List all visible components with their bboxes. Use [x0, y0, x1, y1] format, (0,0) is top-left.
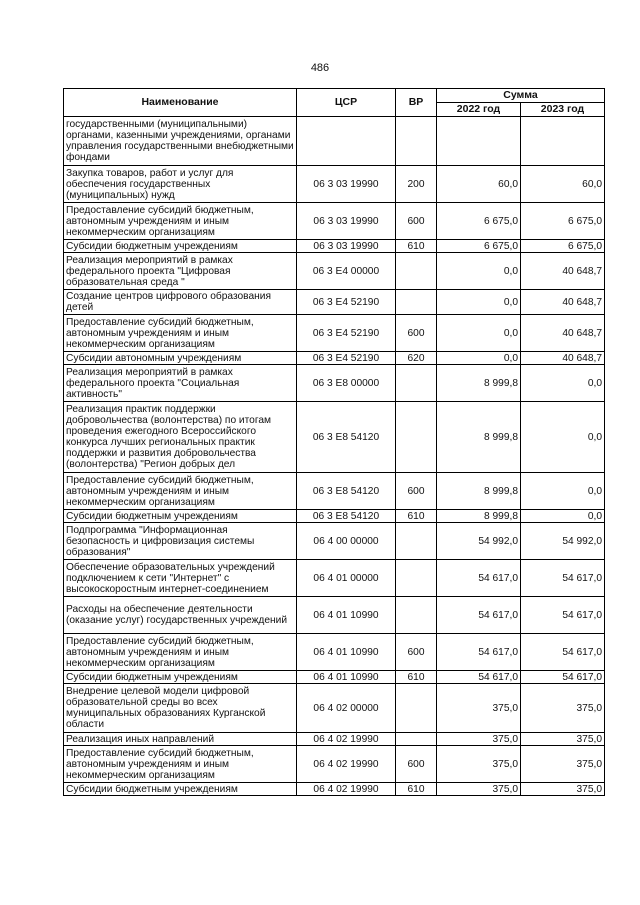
budget-table — [63, 88, 605, 796]
row-vr-cell — [396, 402, 437, 473]
row-vr-cell: 600 — [396, 315, 437, 352]
row-2022-cell: 0,0 — [437, 352, 521, 365]
row-2022-cell: 375,0 — [437, 746, 521, 783]
table-row — [64, 352, 605, 365]
table-row — [64, 290, 605, 315]
row-vr-cell: 620 — [396, 352, 437, 365]
row-csr-cell: 06 4 00 00000 — [297, 523, 396, 560]
table-row — [64, 365, 605, 402]
row-name-cell: Расходы на обеспечение деятельности (оказание услуг) государственных учреждений — [64, 597, 297, 634]
row-csr-cell: 06 3 03 19990 — [297, 203, 396, 240]
row-2022-cell: 60,0 — [437, 166, 521, 203]
row-vr-cell — [396, 684, 437, 733]
row-name-cell: государственными (муниципальными) органами, казенными учреждениями, органами управления государственными внебюджетными фондами — [64, 117, 297, 166]
row-2023-cell: 40 648,7 — [521, 315, 605, 352]
row-2022-cell: 0,0 — [437, 290, 521, 315]
row-csr-cell: 06 3 E4 00000 — [297, 253, 396, 290]
row-name-cell: Создание центров цифрового образования детей — [64, 290, 297, 315]
row-name-cell: Реализация практик поддержки добровольчества (волонтерства) по итогам проведения ежегодного Всероссийского конкурса лучших региональных практик поддержки и развития добровольчества (волонтерства) "Регион добрых дел — [64, 402, 297, 473]
header-vr: ВР — [396, 89, 437, 117]
row-2023-cell: 6 675,0 — [521, 240, 605, 253]
header-csr: ЦСР — [297, 89, 396, 117]
row-name-cell: Предоставление субсидий бюджетным, автономным учреждениям и иным некоммерческим организациям — [64, 315, 297, 352]
row-csr-cell: 06 3 E8 54120 — [297, 510, 396, 523]
table-row — [64, 560, 605, 597]
row-2022-cell: 375,0 — [437, 783, 521, 796]
row-name-cell: Субсидии автономным учреждениям — [64, 352, 297, 365]
row-name-cell: Предоставление субсидий бюджетным, автономным учреждениям и иным некоммерческим организациям — [64, 203, 297, 240]
row-csr-cell: 06 3 E8 54120 — [297, 402, 396, 473]
row-name-cell: Предоставление субсидий бюджетным, автономным учреждениям и иным некоммерческим организациям — [64, 473, 297, 510]
row-name-cell: Подпрограмма "Информационная безопасность и цифровизация системы образования" — [64, 523, 297, 560]
row-vr-cell: 600 — [396, 634, 437, 671]
row-2023-cell: 54 992,0 — [521, 523, 605, 560]
row-vr-cell — [396, 117, 437, 166]
row-2022-cell — [437, 117, 521, 166]
row-2023-cell: 375,0 — [521, 746, 605, 783]
row-csr-cell: 06 4 02 19990 — [297, 733, 396, 746]
row-2022-cell: 54 617,0 — [437, 671, 521, 684]
page-number: 486 — [310, 62, 330, 74]
row-csr-cell: 06 3 03 19990 — [297, 240, 396, 253]
row-vr-cell — [396, 560, 437, 597]
table-row — [64, 402, 605, 473]
table-row — [64, 203, 605, 240]
row-2022-cell: 8 999,8 — [437, 402, 521, 473]
row-2022-cell: 375,0 — [437, 684, 521, 733]
header-year-2023: 2023 год — [521, 103, 605, 117]
row-vr-cell — [396, 523, 437, 560]
row-2023-cell: 40 648,7 — [521, 253, 605, 290]
row-2023-cell: 375,0 — [521, 684, 605, 733]
row-name-cell: Реализация мероприятий в рамках федерального проекта "Социальная активность" — [64, 365, 297, 402]
row-2022-cell: 6 675,0 — [437, 240, 521, 253]
row-vr-cell — [396, 365, 437, 402]
row-2022-cell: 375,0 — [437, 733, 521, 746]
row-2022-cell: 0,0 — [437, 253, 521, 290]
row-vr-cell: 610 — [396, 240, 437, 253]
row-csr-cell: 06 3 E8 00000 — [297, 365, 396, 402]
row-csr-cell: 06 3 E8 54120 — [297, 473, 396, 510]
row-2023-cell: 375,0 — [521, 783, 605, 796]
row-vr-cell: 600 — [396, 746, 437, 783]
row-name-cell: Субсидии бюджетным учреждениям — [64, 510, 297, 523]
row-vr-cell: 600 — [396, 473, 437, 510]
row-2022-cell: 8 999,8 — [437, 510, 521, 523]
row-2023-cell: 0,0 — [521, 402, 605, 473]
row-2023-cell: 0,0 — [521, 510, 605, 523]
row-2023-cell: 40 648,7 — [521, 352, 605, 365]
row-2022-cell: 54 617,0 — [437, 634, 521, 671]
row-csr-cell: 06 3 E4 52190 — [297, 290, 396, 315]
table-row — [64, 473, 605, 510]
row-name-cell: Предоставление субсидий бюджетным, автономным учреждениям и иным некоммерческим организациям — [64, 634, 297, 671]
table-row — [64, 746, 605, 783]
row-2023-cell: 6 675,0 — [521, 203, 605, 240]
row-name-cell: Закупка товаров, работ и услуг для обеспечения государственных (муниципальных) нужд — [64, 166, 297, 203]
row-vr-cell — [396, 733, 437, 746]
table-row — [64, 733, 605, 746]
row-2022-cell: 54 617,0 — [437, 560, 521, 597]
row-2023-cell: 0,0 — [521, 365, 605, 402]
row-name-cell: Субсидии бюджетным учреждениям — [64, 671, 297, 684]
row-csr-cell: 06 4 01 10990 — [297, 597, 396, 634]
row-2023-cell: 60,0 — [521, 166, 605, 203]
table-row — [64, 634, 605, 671]
row-csr-cell: 06 4 01 10990 — [297, 671, 396, 684]
row-name-cell: Обеспечение образовательных учреждений подключением к сети "Интернет" с высокоскоростным интернет-соединением — [64, 560, 297, 597]
row-name-cell: Субсидии бюджетным учреждениям — [64, 240, 297, 253]
row-vr-cell: 610 — [396, 783, 437, 796]
row-2023-cell: 54 617,0 — [521, 597, 605, 634]
row-name-cell: Субсидии бюджетным учреждениям — [64, 783, 297, 796]
row-csr-cell: 06 3 03 19990 — [297, 166, 396, 203]
row-2023-cell: 40 648,7 — [521, 290, 605, 315]
row-2023-cell: 54 617,0 — [521, 560, 605, 597]
row-csr-cell: 06 4 02 00000 — [297, 684, 396, 733]
header-name: Наименование — [64, 89, 297, 117]
row-vr-cell: 200 — [396, 166, 437, 203]
row-2022-cell: 54 617,0 — [437, 597, 521, 634]
table-body — [64, 117, 605, 796]
table-row — [64, 783, 605, 796]
header-sum: Сумма — [437, 89, 605, 103]
row-csr-cell: 06 4 01 00000 — [297, 560, 396, 597]
table-row — [64, 117, 605, 166]
row-name-cell: Предоставление субсидий бюджетным, автономным учреждениям и иным некоммерческим организациям — [64, 746, 297, 783]
table-row — [64, 240, 605, 253]
table-row — [64, 510, 605, 523]
row-name-cell: Реализация мероприятий в рамках федерального проекта "Цифровая образовательная среда " — [64, 253, 297, 290]
table-row — [64, 253, 605, 290]
row-csr-cell: 06 4 01 10990 — [297, 634, 396, 671]
table-row — [64, 671, 605, 684]
table-row — [64, 523, 605, 560]
row-vr-cell — [396, 253, 437, 290]
row-2023-cell: 375,0 — [521, 733, 605, 746]
row-csr-cell: 06 4 02 19990 — [297, 746, 396, 783]
row-2022-cell: 8 999,8 — [437, 473, 521, 510]
row-2022-cell: 6 675,0 — [437, 203, 521, 240]
row-csr-cell: 06 4 02 19990 — [297, 783, 396, 796]
table-row — [64, 684, 605, 733]
row-2023-cell: 0,0 — [521, 473, 605, 510]
row-2022-cell: 54 992,0 — [437, 523, 521, 560]
table-header — [64, 89, 605, 117]
header-year-2022: 2022 год — [437, 103, 521, 117]
row-vr-cell — [396, 597, 437, 634]
table-row — [64, 597, 605, 634]
row-2023-cell: 54 617,0 — [521, 634, 605, 671]
row-vr-cell: 610 — [396, 671, 437, 684]
row-2022-cell: 8 999,8 — [437, 365, 521, 402]
row-2023-cell — [521, 117, 605, 166]
table-row — [64, 315, 605, 352]
row-2022-cell: 0,0 — [437, 315, 521, 352]
table-row — [64, 166, 605, 203]
row-csr-cell: 06 3 E4 52190 — [297, 315, 396, 352]
row-2023-cell: 54 617,0 — [521, 671, 605, 684]
row-csr-cell: 06 3 E4 52190 — [297, 352, 396, 365]
row-vr-cell: 610 — [396, 510, 437, 523]
row-vr-cell — [396, 290, 437, 315]
row-csr-cell — [297, 117, 396, 166]
row-name-cell: Внедрение целевой модели цифровой образовательной среды во всех муниципальных образованиях Курганской области — [64, 684, 297, 733]
row-vr-cell: 600 — [396, 203, 437, 240]
row-name-cell: Реализация иных направлений — [64, 733, 297, 746]
